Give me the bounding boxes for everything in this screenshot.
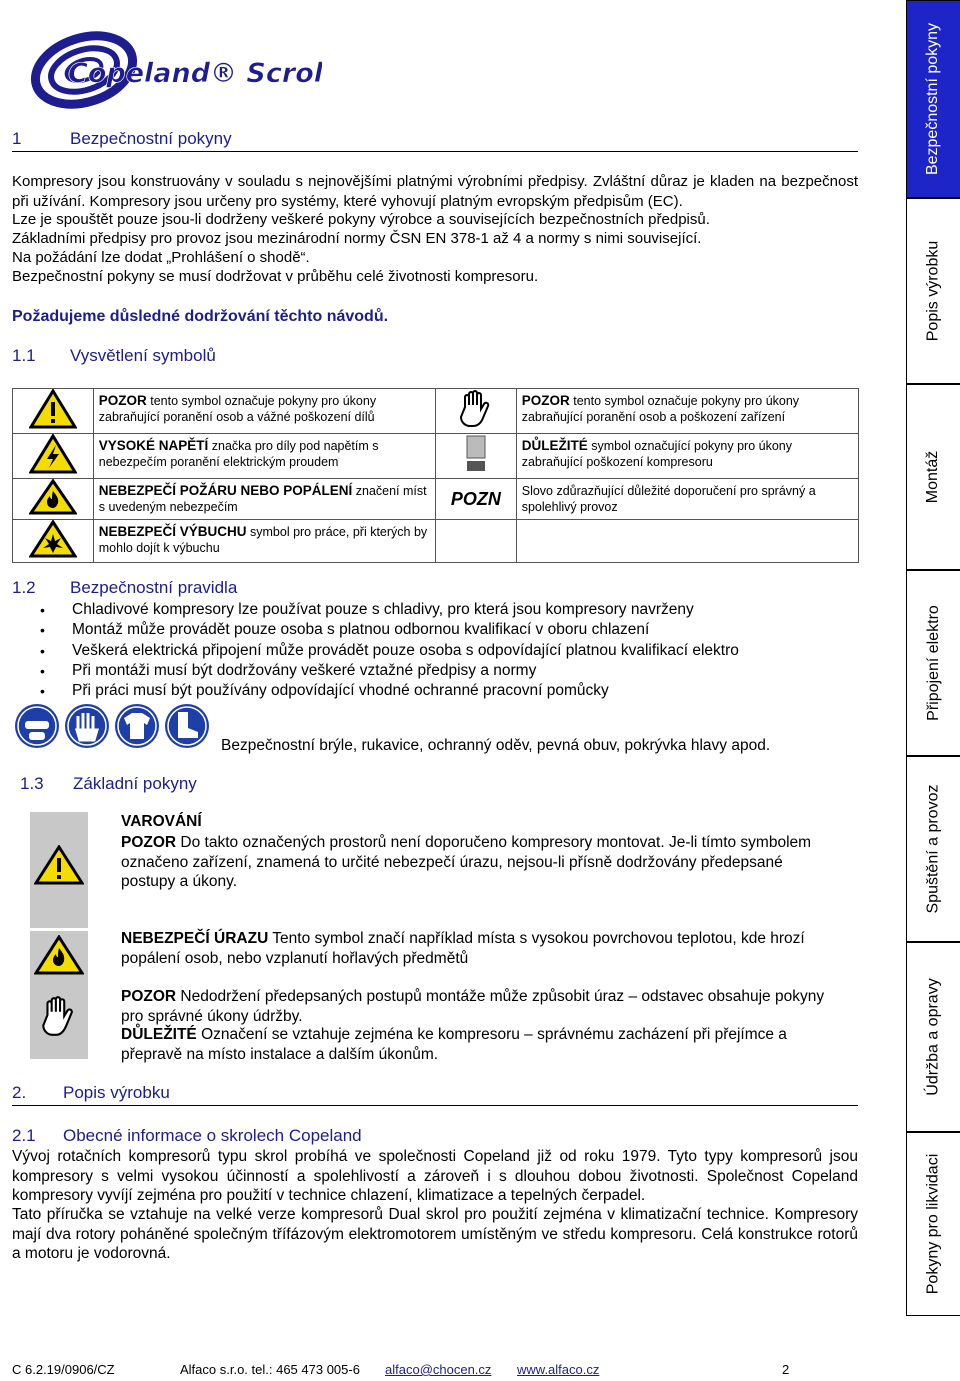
warning-triangle-icon	[13, 389, 94, 434]
safety-boots-icon	[165, 704, 209, 748]
symbol-note-text: Slovo zdůrazňující důležité doporučení pro správný a spolehlivý provoz	[516, 479, 858, 520]
svg-text:Copeland® Scroll: Copeland® Scroll	[68, 58, 322, 89]
empty-text-cell	[516, 520, 858, 563]
high-voltage-icon	[13, 434, 94, 479]
tab-startup-operation[interactable]: Spuštění a provoz	[906, 756, 960, 942]
safety-goggles-icon	[15, 704, 59, 748]
tab-electrical-connection[interactable]: Připojení elektro	[906, 570, 960, 756]
footer-web[interactable]	[517, 1362, 599, 1377]
section-1-2-heading: 1.2 Bezpečnostní pravidla	[12, 578, 238, 597]
tab-product-description[interactable]: Popis výrobku	[906, 198, 960, 384]
list-item: • Veškerá elektrická připojení může provádět pouze osoba s odpovídající platnou kvalifikací elektro	[30, 641, 739, 661]
symbol-important-text: DŮLEŽITÉ symbol označující pokyny pro úkony zabraňující poškození kompresoru	[516, 434, 858, 479]
section-2-1-heading: 2.1 Obecné informace o skrolech Copeland	[12, 1126, 362, 1145]
section-2-heading: 2. Popis výrobku	[12, 1083, 170, 1102]
footer-email[interactable]	[385, 1362, 491, 1377]
section-1-heading: 1 Bezpečnostní pokyny	[12, 129, 232, 148]
fire-hazard-icon	[34, 935, 84, 979]
section-1-1-heading: 1.1 Vysvětlení symbolů	[12, 346, 216, 365]
gloves-icon	[65, 704, 109, 748]
symbol-fire-text: NEBEZPEČÍ POŽÁRU NEBO POPÁLENÍ značení míst s uvedeným nebezpečím	[93, 479, 435, 520]
note-label: POZN	[435, 479, 516, 520]
web-link[interactable]: www.alfaco.cz	[517, 1362, 600, 1377]
fire-hazard-icon	[13, 479, 94, 520]
tab-disposal[interactable]: Pokyny pro likvidaci	[906, 1132, 960, 1316]
section-1-3-heading: 1.3 Základní pokyny	[20, 774, 197, 793]
important-icon	[435, 434, 516, 479]
intro-paragraph-5: Bezpečnostní pokyny se musí dodržovat v průběhu celé životnosti kompresoru.	[12, 268, 539, 285]
safety-rules-list	[30, 600, 739, 701]
hand-icon	[40, 994, 78, 1042]
empty-icon-cell	[435, 520, 516, 563]
symbol-explosion-text: NEBEZPEČÍ VÝBUCHU symbol pro práce, při kterých by mohlo dojít k výbuchu	[93, 520, 435, 563]
list-item: • Montáž může provádět pouze osoba s platnou odbornou kvalifikací v oboru chlazení	[30, 620, 739, 640]
copeland-scroll-logo	[22, 26, 322, 110]
ppe-icons	[14, 702, 214, 750]
warning-triangle-icon	[34, 845, 84, 889]
warning-paragraph: POZOR Do takto označených prostorů není doporučeno kompresory montovat. Je-li tímto symbolem označeno zařízení, znamená to určité nebezpečí úrazu, nejsou-li přísně dodržovány předepsané postupy a úkony.	[121, 834, 812, 890]
tab-safety-instructions[interactable]: Bezpečnostní pokyny	[906, 0, 960, 198]
caution-paragraph: POZOR Nedodržení předepsaných postupů montáže může způsobit úraz – odstavec obsahuje pokyny pro správné úkony údržby.	[121, 988, 825, 1025]
symbol-voltage-text: VYSOKÉ NAPĚTÍ značka pro díly pod napětím s nebezpečím poranění elektrickým proudem	[93, 434, 435, 479]
protective-clothing-icon	[115, 704, 159, 748]
explosion-hazard-icon	[13, 520, 94, 563]
intro-paragraph-4: Na požádání lze dodat „Prohlášení o shodě“.	[12, 249, 310, 266]
product-paragraph-2: Tato příručka se vztahuje na velké verze kompresorů Dual skrol pro použití zejména v klimatizační technice. Kompresory mají dva rotory poháněné společným třífázovým elektromotorem umístěným ve středu kompresoru. Celá konstrukce rotorů a motoru je vodorovná.	[12, 1206, 858, 1262]
page-number: 2	[782, 1362, 790, 1377]
ppe-caption: Bezpečnostní brýle, rukavice, ochranný oděv, pevná obuv, pokrývka hlavy apod.	[221, 737, 771, 754]
intro-paragraph-1: Kompresory jsou konstruovány v souladu s nejnovějšími platnými výrobními předpisy. Zvláštní důraz je kladen na bezpečnost při užívání. Kompresory jsou určeny pro systémy, které vyhovují platným evropským předpisům (EC).	[12, 173, 858, 210]
footer-company: Alfaco s.r.o. tel.: 465 473 005-6	[180, 1362, 360, 1377]
list-item: • Při práci musí být používány odpovídající vhodné ochranné pracovní pomůcky	[30, 681, 739, 701]
intro-paragraph-3: Základními předpisy pro provoz jsou mezinárodní normy ČSN EN 378-1 až 4 a normy s nimi související.	[12, 230, 702, 247]
intro-paragraph-2: Lze je spouštět pouze jsou-li dodrženy veškeré pokyny výrobce a souvisejících bezpečnostních předpisů.	[12, 211, 710, 228]
symbol-caution-text: POZOR tento symbol označuje pokyny pro úkony zabraňující poranění osob a vážné poškození dílů	[93, 389, 435, 434]
hand-icon	[435, 389, 516, 434]
list-item: • Chladivové kompresory lze používat pouze s chladivy, pro která jsou kompresory navrženy	[30, 600, 739, 620]
product-paragraph-1: Vývoj rotačních kompresorů typu skrol probíhá ve společnosti Copeland již od roku 1979. Tyto typy kompresorů jsou kompresory s velmi vysokou účinností a spolehlivostí a zároveň i s dlouhou dobou životnosti. Společnost Copeland kompresory vyvíjí zejména pro použití v technice chlazení, klimatizace a tepelných čerpadel.	[12, 1148, 858, 1204]
tab-installation[interactable]: Montáž	[906, 384, 960, 570]
footer-doc-code: C 6.2.19/0906/CZ	[12, 1362, 115, 1377]
warning-heading: VAROVÁNÍ	[121, 813, 202, 830]
email-link[interactable]: alfaco@chocen.cz	[385, 1362, 492, 1377]
section-2-rule	[12, 1105, 858, 1106]
tab-maintenance-repairs[interactable]: Údržba a opravy	[906, 942, 960, 1132]
list-item: • Při montáži musí být dodržovány veškeré vztažné předpisy a normy	[30, 661, 739, 681]
important-paragraph: DŮLEŽITÉ Označení se vztahuje zejména ke kompresoru – správnému zacházení při přejímce a přepravě na místo instalace a dalším úkonům.	[121, 1026, 787, 1063]
intro-emphasis: Požadujeme důsledné dodržování těchto návodů.	[12, 308, 389, 325]
symbol-table	[12, 388, 859, 563]
injury-paragraph: NEBEZPEČÍ ÚRAZU Tento symbol značí například místa s vysokou povrchovou teplotou, kde hrozí popálení osob, nebo vzplanutí hořlavých předmětů	[121, 930, 805, 967]
symbol-hand-text: POZOR tento symbol označuje pokyny pro úkony zabraňující poranění osob a poškození zařízení	[516, 389, 858, 434]
section-1-rule	[12, 151, 858, 152]
